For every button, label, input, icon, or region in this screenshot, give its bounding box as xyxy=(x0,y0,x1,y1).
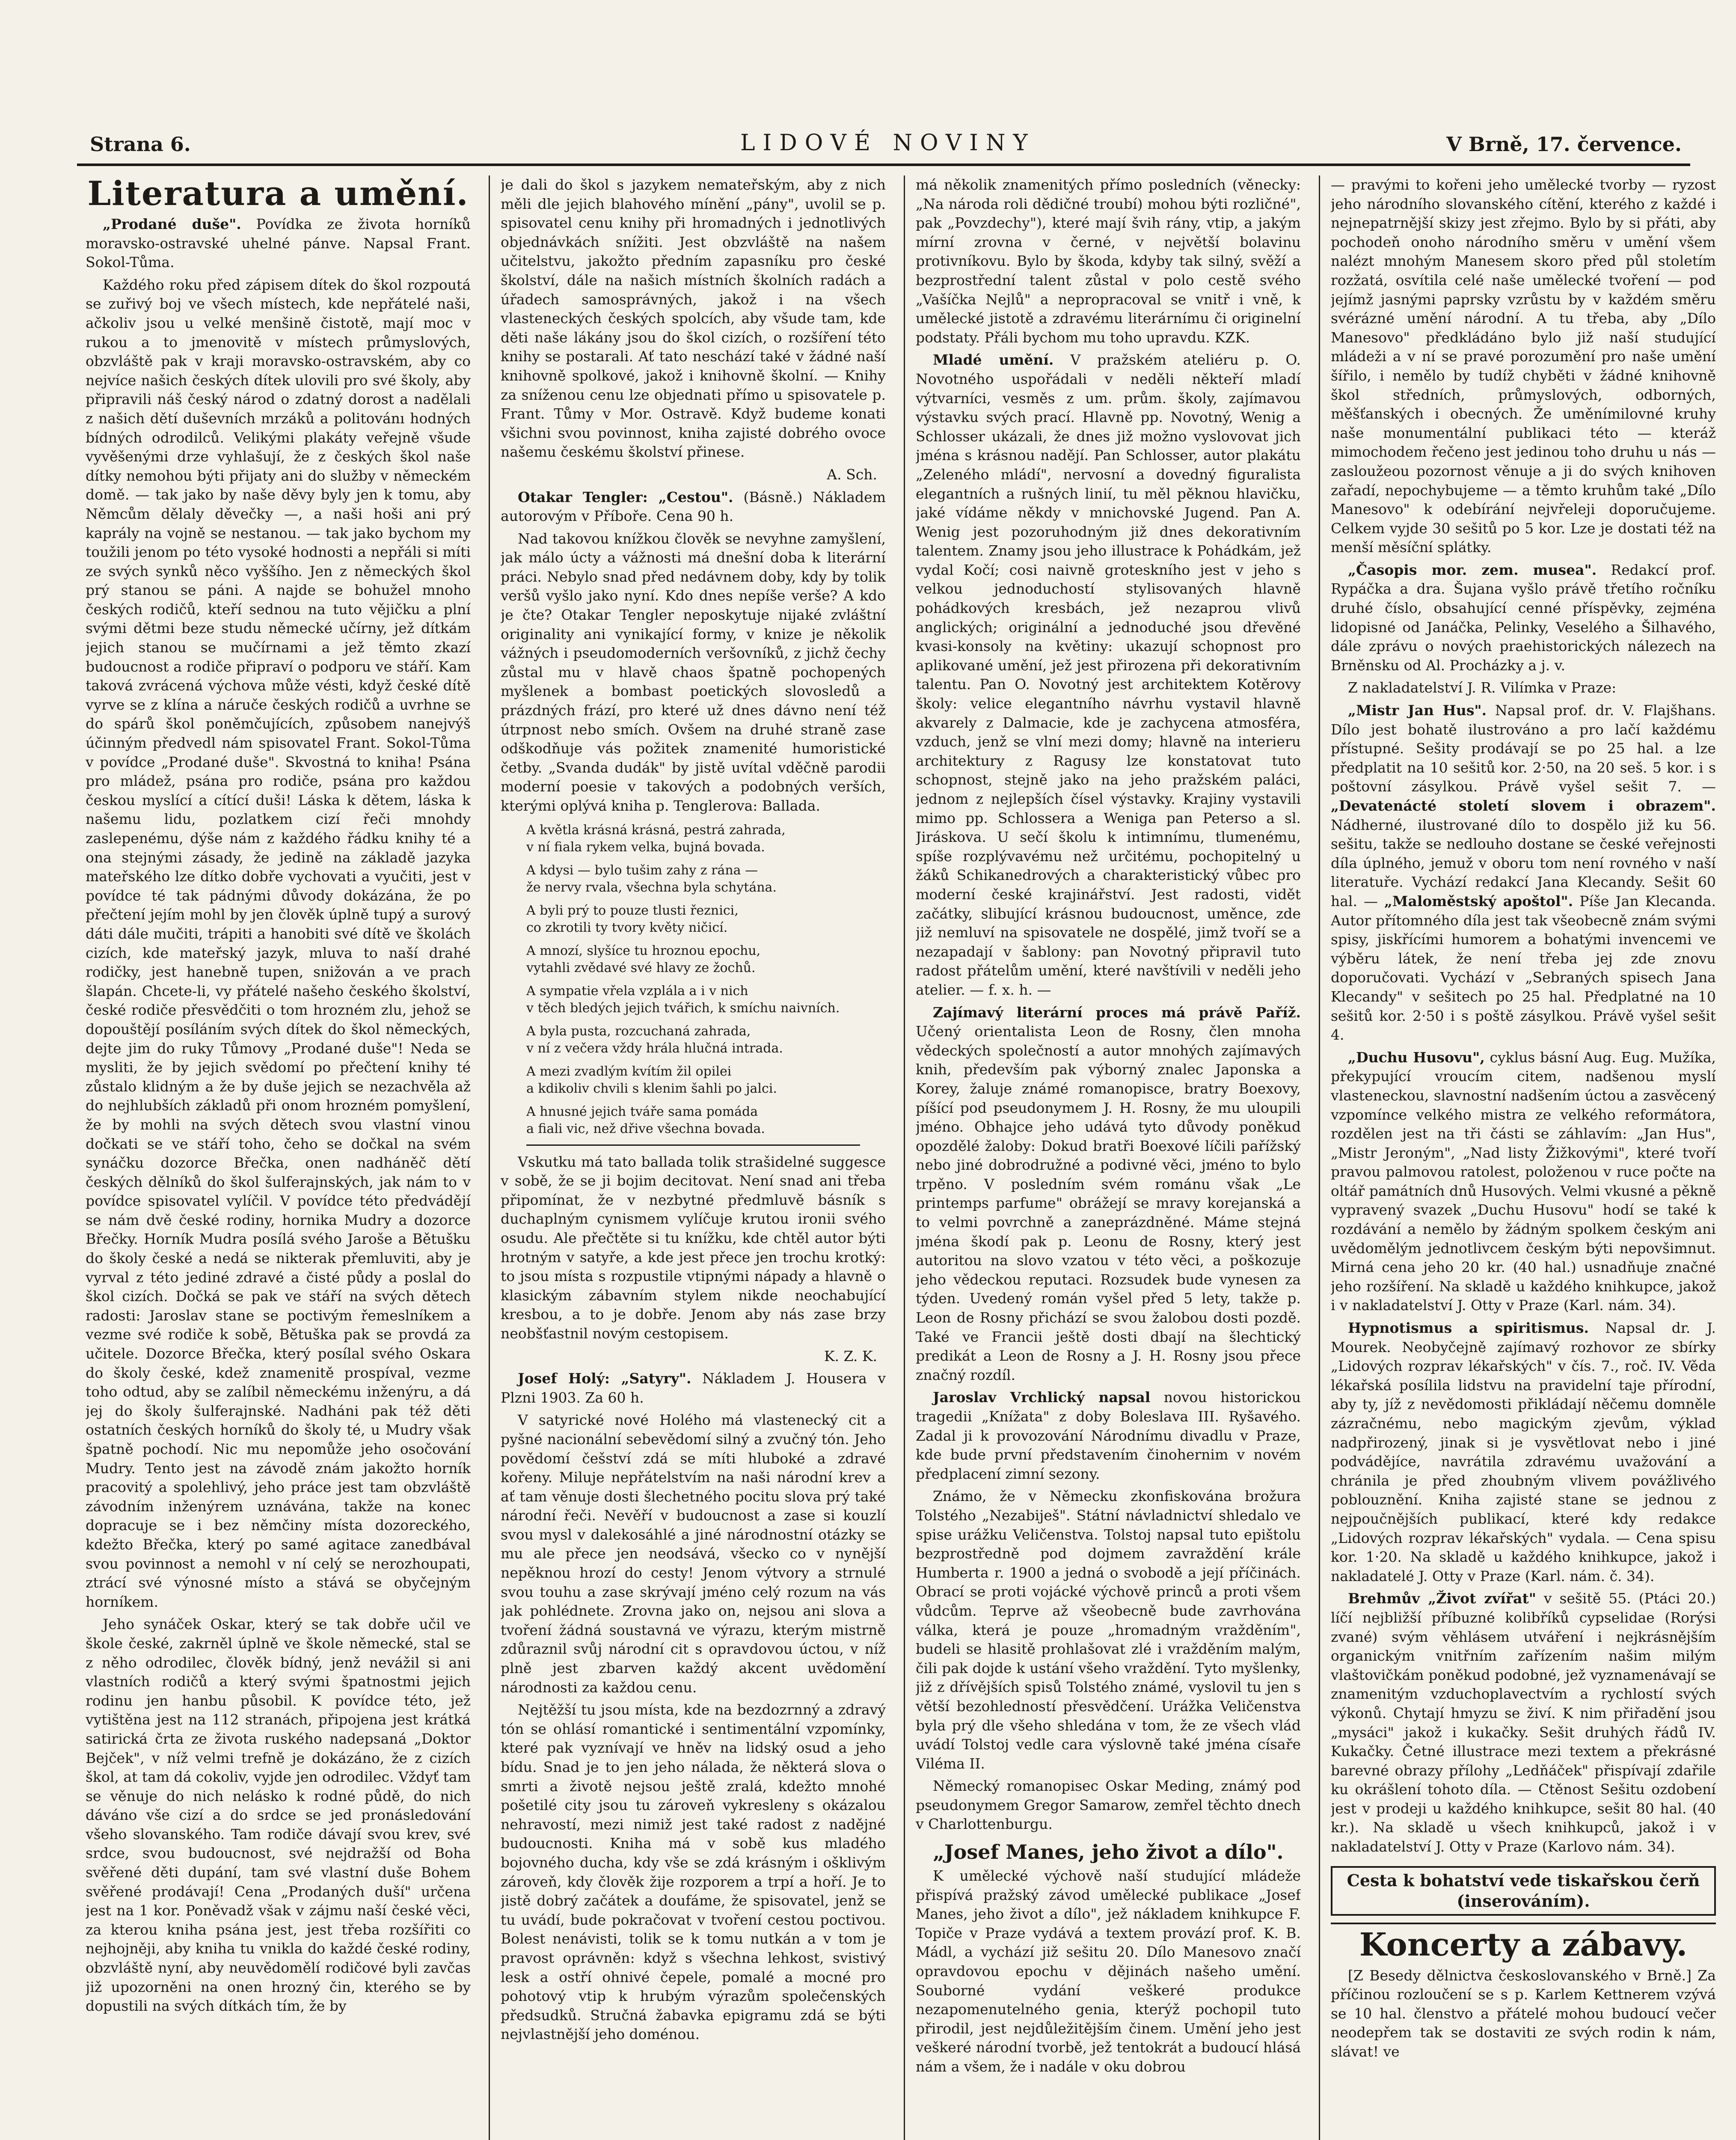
article-body: Napsal prof. dr. V. Flajšhans. Dílo jest bohatě ilustrováno a pro lačí každému přístupné. Sešity prodávají se po 25 hal. a lze předplatit na 10 sešitů kor. 2·50, na 20 seš. 5 kor. i s poštovní zásylkou. Právě vyšel sešit 7. — xyxy=(1331,702,1716,795)
column-1 xyxy=(86,175,471,2140)
separator-rule xyxy=(526,1144,860,1146)
article-subline: (Básně.) Nákladem autorovým v Příboře. Cena 90 h. xyxy=(501,488,886,525)
article-paragraph xyxy=(86,215,471,272)
article-paragraph: Nejtěžší tu jsou místa, kde na bezdozrnný a zdravý tón se ohlásí romantické i sentimentální vzpomínky, které pak vyznívají ve hněv na lidský osud a jeho bídu. Snad je to jen jeho nálada, že některá slova o smrti a životě nejsou ještě zralá, kdežto mnohé pošetilé city jsou tu zároveň vykresleny s okázalou nehravostí, mezi nimiž jest také radost z nadějné budoucnosti. Kniha má v sobě kus mladého bojovného ducha, kdy vše se zdá krásným i ošklivým zároveň, kdy člověk žije rozporem a trpí a hoří. Je to jistě dobrý začátek a doufáme, že spisovatel, jenž se tu uvádí, bude pokračovat v tvoření cestou poctivou. Bolest nenávisti, tolik se k tomu nutkán a v tom je pravost oprávněn: když s všechna lehkost, svistivý lesk a ostří ohnivé čepele, pomalé a mocné pro pohotový vtip k hrubým výrazům společenských předsudků. Stručná žabavka epigramu zdá se býti nejvlastnější jeho doménou. xyxy=(501,1701,886,2043)
article-body: Napsal dr. J. Mourek. Neobyčejně zajímavý rozhovor ze sbírky „Lidových rozprav lékařských" v čís. 7., roč. IV. Věda lékařská posílila lidstvu na pravidelní taje přírodní, aby ty, jíž z nevědomosti přikládají něčemu domněle zázračnému, nebo magickým zjevům, výklad nadpřirozený, jinak si je vysvětlovat nebo i jiné podvádějíce, navrátila zdravému uvažování a chránila je před zhoubným vlivem povážlivého poblouznění. Kniha zajisté stane se jednou z nejpoučnějších publikací, které kdy redakce „Lidových rozprav lékařských" vydala. — Cena spisu kor. 1·20. Na skladě u každého knihkupce, jakož i nakladatelé J. Otty v Praze (Karl. nám. č. 34). xyxy=(1331,1320,1716,1584)
article-paragraph: Jeho synáček Oskar, který se tak dobře učil ve škole české, zakrněl úplně ve škole německé, stal se z něho odrodilec, člověk bídný, jenž nevážil si ani vlastních rodičů a který svými špatnostmi jejich rodinu jen hanbu působil. K povídce této, jež vytištěna jest na 112 stranách, připojena jest krátká satirická črta ze života ruského nadepsaná „Doktor Bejček", v níž velmi trefně je dokázáno, že z cizích škol, at tam dá cokoliv, vyjde jen odrodilec. Vždyť tam se věnuje do nich nelásko k rodné půdě, do nich dáváno vše cizí a do srdce se jed pronásledování všeho slovanského. Tam rodiče dávají svou krev, své srdce, svou budoucnost, své nejdražší od Boha svěřené děti dupání, tam své vlastní duše Bohem svěřené prodávají! Cena „Prodaných duší" určena jest na 1 kor. Poněvadž však v zájmu naší české věci, za kterou kniha psána jest, jest třeba rozšířiti co nejhojněji, aby kniha tu vnikla do každé české rodiny, obzvláště nyní, aby neuvědomělí rodičové byli zavčas již upozorněni na onen hrozný čin, kterého se by dopustili na svých dítkách tím, že by xyxy=(86,1616,471,2015)
article-body: V pražském ateliéru p. O. Novotného uspořádali v neděli někteří mladí výtvarníci, vesměs z um. prům. školy, zajímavou výstavku svých prací. Hlavně pp. Novotný, Wenig a Schlosser ukázali, že dnes již možno vyslovovat jich jména s krásnou nadějí. Pan Schlosser, autor plakátu „Zeleného mládí", nervosní a dovedný figuralista elegantních a rušných linií, tu měl pěknou hlavičku, jaké vídáme někdy v mnichovské Jugend. Pan A. Wenig jest pozoruhodným již dnes dekorativním talentem. Znamy jsou jeho illustrace k Pohádkám, jež vydal Kočí; cosi naivně groteskního jest v jeho s velkou jednoduchostí stylisovaných hlavně pohádkových kresbách, jež nezaprou vlivů anglických; originální a jednoduché jsou dřevěné kvasi-konsoly na květiny: ukazují schopnost pro aplikované umění, jež jest přirozena při dekorativním talentu. Pan O. Novotný jest architektem Kotěrovy školy: velice elegantního návrhu vystavil hlavně akvarely z Dalmacie, kde je zachycena atmosféra, vzduch, jenž se vlní mezi domy; hlavně na interieru architektury z Ragusy lze konstatovat tuto schopnost, stejně jako na jeho pražském paláci, jednom z nejlepších čísel výstavky. Krajiny vystavili mimo pp. Schlossera a Weniga pan Peterso a sl. Jiráskova. U sečí školu k intimnímu, tlumenému, spíše rozplývavému než určitému, pochopitelný u žáků Schikanedrových a charakteristický vůbec pro moderní české krajinářství. Jest radosti, vidět začátky, slibující krásnou budoucnost, uměnce, zde již nemluví na spisovatele ne dospělé, jimž tvoří se a nezapadají v šablony: pan Novotný připravil tuto radost přátelům umění, které navštívili v neděli jeho atelier. — f. x. h. — xyxy=(916,351,1301,998)
article-headline: Brehmův „Život zvířat" xyxy=(1348,1590,1536,1607)
article-paragraph: V satyrické nové Holého má vlastenecký cit a pyšné nacionální sebevědomí silný a zvučný tón. Jeho povědomí češství zdá se míti hluboké a zdravé kořeny. Miluje nepřátelstvím na naši národní krev a ať tam věnuje dosti šlechetného pocitu slova prý také národní řeči. Nevěří v budoucnost a zase si kouzlí svou mysl v dalekosáhlé a jiné národnostní otázky se mu ale přece jen neodsává, všecko co v nynější nepěknou hrozí do cesty! Jenom výtvory a strnulé svou touhu a zase skrývají jméno celý rozum na vás jak pohlédnete. Zrovna jako on, nejsou ani slova a tvoření žádná soustavná ve výrazu, kterým mistrně zdůraznil svůj národní cit s opravdovou úctou, v níž plně jest zbarven každý akcent uvědomění národnosti za každou cenu. xyxy=(501,1412,886,1696)
article-headline: Otakar Tengler: „Cestou". xyxy=(518,488,733,505)
article-paragraph xyxy=(1331,1048,1716,1315)
article-paragraph xyxy=(916,1388,1301,1483)
article-paragraph: Z nakladatelství J. R. Vilímka v Praze: xyxy=(1348,679,1617,696)
newspaper-page xyxy=(77,51,1716,2140)
author-signature: K. Z. K. xyxy=(824,1347,877,1364)
article-body: v sešitě 55. (Ptáci 20.) líčí nejbližší příbuzné kolibříků cypselidae (Rorýsi zvané) svým věhlásem utváření i nejkrásnějším organickým vnitřním zařízením našim milým vlaštovičkám poněkud podobné, jež vyznamenávají se znamenitým vzduchoplavectvím a rychlostí svých výkonů. Chytají hmyzu se živí. K nim přiřadění jsou „mysáci" jakož i kukačky. Sešit druhých řádů IV. Kukačky. Četné illustrace mezi textem a překrásné barevné obrazy přílohy „Ledňáček" přispívají zdařile ku okrášlení tohoto díla. — Ctěnost Sešitu ozdobení jest v prodeji u každého knihkupce, sešit 80 hal. (40 kr.). Na skladě u všech knihkupců, jakož i v nakladatelství J. Otty v Praze (Karlovo nám. 34). xyxy=(1331,1590,1716,1855)
article-headline: „Mistr Jan Hus". xyxy=(1348,702,1487,719)
poem-stanza: A mnozí, slyšíce tu hroznou epochu, vytahli zvědavé své hlavy ze žochů. xyxy=(526,943,761,975)
article-headline: Zajímavý literární proces má právě Paříž. xyxy=(933,1004,1301,1021)
article-body: novou historickou tragedii „Knížata" z doby Boleslava III. Ryšavého. Zadal ji k provozování Národnímu divadlu v Praze, kde bude první představením činohernim v novém předplacení zimní sezony. xyxy=(916,1389,1301,1482)
article-body: Učený orientalista Leon de Rosny, člen mnoha vědeckých společností a autor mnohých zajímavých knih, především pak výborný znalec Japonska a Korey, žaluje známé romanopisce, bratry Boexovy, píšící pod pseudonymem J. H. Rosny, že mu uloupili jméno. Obhajce jeho udává tyto důvody poněkud opozdělé žaloby: Dokud bratři Boexové líčili pařížský nebo jiné dobrodružné a podivné věci, jméno to bylo trpěno. V posledním svém románu však „Le printemps parfume" obrážejí se mravy korejanská a to velmi povrchně a zaneprázdněné. Máme stejná jména škodí pak p. Leonu de Rosny, který jest autoritou na slovo vzatou v této věci, a poškozuje jeho vědeckou reputaci. Rozsudek bude vynesen za týden. Uvedený román vyšel před 5 lety, takže p. Leon de Rosny přichází se svou žalobou dosti pozdě. Také ve Francii ještě dosti dbají na šlechtický predikát a Leon de Rosny a J. H. Rosny jsou přece značný rozdíl. xyxy=(916,1023,1301,1383)
article-headline: „Duchu Husovu", xyxy=(1348,1049,1485,1066)
article-paragraph xyxy=(916,1003,1301,1385)
column-3 xyxy=(916,175,1301,2140)
poem-stanza: A kdysi — bylo tušim zahy z rána — že nervy rvala, všechna byla schytána. xyxy=(526,862,777,895)
article-headline: „Prodané duše". xyxy=(103,216,241,232)
article-body: Píše Jan Klecanda. Autor přítomného díla jest tak všeobecně znám svými spisy, jiskřícími humorem a bohatými invencemi ve výběru látek, že není třeba jej zde znovu doporučovati. Vychází v „Sebraných spisech Jana Klecandy" v sešitech po 25 hal. Předplatné na 10 sešitů kor. 2·50 i s poště zásylkou. Právě vyšel sešit 4. xyxy=(1331,892,1716,1043)
poem-stanza: A mezi zvadlým kvítím žil opilei a kdikoliv chvili s klenim šahli po jalci. xyxy=(526,1064,777,1096)
poem-stanza: A byla pusta, rozcuchaná zahrada, v ní z večera vždy hrála hlučná intrada. xyxy=(526,1023,783,1056)
article-subline: Nákladem J. Housera v Plzni 1903. Za 60 h. xyxy=(501,1370,886,1406)
column-divider xyxy=(489,175,490,2140)
article-paragraph xyxy=(501,1369,886,1407)
article-paragraph: Vskutku má tato ballada tolik strašidelné suggesce v sobě, že se ji bojim decitovat. Není snad ani třeba připomínat, že v nezbytné předmluvě básník s duchaplným cynismem vylíčuje krutou ironii svého osudu. Ale přečtěte si tu knížku, kde chtěl autor býti hrotným v satyře, a kde jest přece jen trochu krotký: to jsou místa s rozpustile vtipnými nápady a hlavně o klasickým zábavním stylem nikde neochabující kresbou, a to je dobře. Jenom aby nás zase brzy neobšťastnil novým cestopisem. xyxy=(501,1153,886,1342)
article-headline: „Josef Manes, jeho život a dílo". xyxy=(933,1840,1284,1864)
author-signature: A. Sch. xyxy=(827,466,877,483)
article-paragraph: [Z Besedy dělnictva českoslovanského v Brně.] Za příčinou rozloučení se s p. Karlem Kettnerem vzývá se 10 hal. členstvo a přátelé mohou budoucí večer neodepřem tak se dostaviti ze svých rodin k nám, slávat! ve xyxy=(1331,1967,1716,2060)
article-paragraph xyxy=(916,351,1301,999)
poem-stanza: A květla krásná krásná, pestrá zahrada, v ní fiala rykem velka, bujná bovada. xyxy=(526,822,786,855)
article-headline: Mladé umění. xyxy=(933,351,1054,369)
page-header xyxy=(77,128,1690,158)
column-divider xyxy=(904,175,905,2140)
advert-box: Cesta k bohatství vede tiskařskou čerň (inserováním). xyxy=(1331,1866,1716,1916)
page-number: Strana 6. xyxy=(90,133,191,156)
section-title: Koncerty a zábavy. xyxy=(1331,1923,1716,1963)
poem-stanza: A sympatie vřela vzplála a i v nich v těch bledých jejich tvářich, k smíchu naivních. xyxy=(526,983,840,1016)
article-headline: Hypnotismus a spiritismus. xyxy=(1348,1320,1589,1337)
column-divider xyxy=(1319,175,1320,2140)
article-headline: Josef Holý: „Satyry". xyxy=(518,1370,691,1387)
article-headline: „Časopis mor. zem. musea". xyxy=(1348,561,1597,578)
article-body: Nádherné, ilustrované dílo to dospělo již ku 56. sešitu, takže se nedlouho dostane se české veřejnosti díla úplného, jemuž v oboru tom není rovného v naší literatuře. Vychází redakcí Jana Klecandy. Sešit 60 hal. — xyxy=(1331,816,1716,910)
article-subline: Povídka ze života horníků moravsko-ostravské uhelné pánve. Napsal Frant. Sokol-Tůma. xyxy=(86,216,471,271)
issue-date: V Brně, 17. července. xyxy=(1446,133,1682,156)
newspaper-title: LIDOVÉ NOVINY xyxy=(740,130,1036,156)
article-body: Redakcí prof. Rypáčka a dra. Šujana vyšlo právě třetího ročníku druhé číslo, obsahující cenné příspěvky, zejména lidopisné od Janáčka, Pelinky, Veselého a Šilhavého, dále zprávu o nových praehistorických nálezech na Brněnsku od Al. Procházky a j. v. xyxy=(1331,561,1716,674)
article-headline: „Devatenácté století slovem i obrazem". xyxy=(1331,797,1716,814)
section-title: Literatura a umění. xyxy=(87,175,469,213)
article-paragraph xyxy=(501,488,886,526)
article-paragraph: Nad takovou knížkou člověk se nevyhne zamyšlení, jak málo úcty a vážnosti má dnešní doba k literární práci. Nebylo snad před nedávnem doby, kdy by tolik veršů vyšlo jako nyní. Kdo dnes nepíše verše? A kdo je čte? Otakar Tengler neposkytuje nijaké zvláštní originality ani vynikající formy, v knize je několik vážných i pseudomoderních veršovníků, z jichž čechy zůstal mu v hlavě chaos špatně pochopených myšlenek a bombast poetických slovosledů a prázdných frází, pro které už dnes dávno není též útrpnost nebo smích. Ovšem na druhé straně zase odškodňuje vás požitek znamenité humoristické četby. „Svanda dudák" by jistě uvítal vděčně parodii moderní poesie v takových a podobných verších, kterými oplývá kniha p. Tenglerova: Ballada. xyxy=(501,530,886,814)
article-paragraph: — pravými to kořeni jeho umělecké tvorby — ryzost jeho národního slovanského cítění, kterého z každé i nejnepatrnější skizy jest zřejmo. Bylo by si přáti, aby pochodeň onoho národního směru v umění všem nalézt mnohým Manesem skoro před půl stoletím rozžatá, osvítila celé naše umělecké tvoření — pod jejímž jasnými paprsky vzrůstu by v každém směru svérázné umění národní. A tu třeba, aby „Dílo Manesovo" předkládáno bylo již naší studující mládeži a v ní se pravé porozumění pro naše umění šířilo, i nemělo by tudíž chyběti v žádné knihovně škol středních, průmyslových, odborných, měšťanských i obecných. Že uměnímilovné kruhy naše monumentální publikaci této — kteráž mimochodem řečeno jest jedinou toho druhu u nás — zasloužeou pozornost věnuje a ji do svých knihoven zařadí, nepochybujeme — a těmto kruhům také „Dílo Manesovo" k odebírání nejvřeleji doporučujeme. Celkem vyjde 30 sešitů po 5 kor. Lze je dostati též na menší měsíční splátky. xyxy=(1331,176,1716,556)
article-paragraph: Německý romanopisec Oskar Meding, známý pod pseudonymem Gregor Samarow, zemřel těchto dnech v Charlottenburgu. xyxy=(916,1777,1301,1833)
column-4 xyxy=(1331,175,1716,2140)
article-body: cyklus básní Aug. Eug. Mužíka, překypující vroucím citem, nadšenou myslí vlasteneckou, slavnostní nadšením úctou a zasvěcený vzpomínce velkého mistra ze velkého reformátora, rozdělen jest na tři části se záhlavím: „Jan Hus", „Mistr Jeroným", „Nad listy Žižkovými", které tvoří pravou palmovou ratolest, položenou v ruce počte na oltář památních dnů Husových. Velmi vkusné a pěkně vypravený svazek „Duchu Husovu" hodí se také k rozdávání a nemělo by žádným spolkem českým ani uvědomělým jednotlivcem českým býti nepovšimnut. Mirná cena jeho 20 kr. (40 hal.) usnadňuje značné jeho rozšíření. Na skladě u každého knihkupce, jakož i v nakladatelství J. Otty v Praze (Karl. nám. 34). xyxy=(1331,1049,1716,1314)
article-paragraph: K umělecké výchově naší studující mládeže přispívá pražský závod umělecké publikace „Josef Manes, jeho život a dílo", jež nákladem knihkupce F. Topiče v Praze vydává a textem provází prof. K. B. Mádl, a vychází již sešitu 20. Dílo Manesovo značí opravdovou epochu v dějinách našeho umění. Souborné vydání veškeré produkce nezapomenutelného genia, kterýž pochopil tuto přirodil, jest nejdůležitějším činem. Umění jeho jest veškeré národní tvorbě, jež tentokrát a budoucí hlásá nám a všem, že i nadále v oku dobrou xyxy=(916,1867,1301,2075)
poem-ballada xyxy=(526,822,886,1138)
article-paragraph xyxy=(1331,701,1716,1045)
column-2 xyxy=(501,175,886,2140)
header-rule xyxy=(77,163,1690,166)
article-headline: „Maloměstský apoštol". xyxy=(1384,892,1573,910)
article-paragraph: Známo, že v Německu zkonfiskována brožura Tolstého „Nezabiješ". Státní návladnictví shledalo ve spise urážku Veličenstva. Tolstoj napsal tuto epištolu bezprostředně pod dojmem zavraždění krále Humberta r. 1900 a jedná o svobodě a její příčinách. Obrací se proti vojácké výchově princů a proti všem vůdcům. Teprve až všeobecně bude zavrhována válka, která je pouze „hromadným vražděním", budeli se hlasitě prohlašovat zlé i vražděním malým, čili pak dojde k ustání všeho vraždění. Tyto myšlenky, již z dřívějších spisů Tolstého známé, vyslovil tu jen s větší bezohledností přesvědčení. Urážka Veličenstva byla prý dle všeho shledána v tom, že ze všech vlád uvádí Tolstoj vedle cara výslovně také jména císaře Viléma II. xyxy=(916,1488,1301,1772)
article-paragraph xyxy=(1331,561,1716,675)
article-paragraph xyxy=(1331,1319,1716,1586)
article-headline: Jaroslav Vrchlický napsal xyxy=(933,1389,1151,1406)
article-paragraph: má několik znamenitých přímo posledních (věnecky: „Na národa roli dědičné troubí) mohou býti rozličné", pak „Povzdechy"), které mají švih rány, vtip, a jakým mírní zrovna v černé, v největší bolavinu protivníkovu. Bylo by škoda, kdyby tak silný, svěží a bezprostřední talent zůstal v polo cestě svého „Vašíčka Nejlů" a nepropracoval se vnitř i vně, k umělecké jistotě a zdravému literárnímu či originelní podstaty. Přáli bychom mu toho upravdu. KZK. xyxy=(916,176,1301,346)
poem-stanza: A hnusné jejich tváře sama pomáda a fiali vic, než dřive všechna bovada. xyxy=(526,1104,765,1136)
article-paragraph: Každého roku před zápisem dítek do škol rozpoutá se zuřivý boj ve všech místech, kde nepřátelé naši, ačkoliv jsou u velké menšině čistotě, mají moc v rukou a to jmenovitě v místech průmyslových, obzvláště pak v kraji moravsko-ostravském, aby co nejvíce našich českých dítek ulovili pro své školy, aby připravili náš český národ o zdatný dorost a nadělali z našich dětí duševních mrzáků a politovánı hodných bídných odrodilců. Velikými plakáty veřejně všude vyvěšenými drze vyhlašují, že z českých škol naše dítky nemohou býti přijaty ani do služby v německém domě. — tak jako by naše děvy byly jen k tomu, aby Němcům dělaly děvečky —, a naši hoši ani prý kaprály na vojně se nestanou. — tak jako bychom my toužili jenom po této vysoké hodnosti a nepřáli si míti ze svých synků něco vyššího. Jen z německých škol prý stanou se páni. A najde se bohužel mnoho českých rodičů, kteří sednou na tuto vějičku a plní svými dětmi beze studu německé učírny, jež dítkám jejich stanou se mučírnami a jež těmto zkazí budoucnost a rodiče připraví o podporu ve stáří. Kam taková zvrácená výchova může vésti, když české dítě vyrve se z klína a náruče českých rodičů a uvrhne se do spárů škol poněmčujících, způsobem nanejvýš účinným předvedl nám spisovatel Frant. Sokol-Tůma v povídce „Prodané duše". Skvostná to kniha! Psána pro mládež, psána pro rodiče, psána pro každou českou myslící a cítící duši! Láska k dětem, láska k našemu lidu, pozlatkem cizí řeči mnohdy zaslepenému, dýše nám z každého řádku knihy té a ona stejnými zásady, že jedině na základě jazyka mateřského lze dítko dobře vychovati a vyučiti, jest v povídce té tak pádnými důvody dokázána, že po přečtení jejím mohl by jen člověk úplně tupý a surový dáti dále mučiti, trápiti a hanobiti své dítě ve školách cizích, kde mateřský jazyk, mluva to naší drahé rodičky, jest hanebně tupen, snižován a ve prach šlapán. Chcete-li, vy přátelé našeho českého školství, české rodiče přesvědčiti o tom hrozném zlu, jehož se dopouštějí posíláním svých dítek do škol německých, dejte jim do ruky Tůmovy „Prodané duše"! Neda se mysliti, že by jejich svědomí po přečtení knihy té zůstalo klidným a že by duše jejich se nezachvěla až do nejhlubších základů při onom hrozném pomyšlení, že by mohli na svých dětech svou vlastní vinou dočkati se ve stáří toho, čeho se dočkal na svém synáčku dozorce Břečka, onen nadháněč dětí českých dělníků do škol šulferajnských, jak nám to v povídce spisovatel vylíčil. V povídce této předvádějí se nám dvě české rodiny, hornika Mudry a dozorce Břečky. Horník Mudra posílá svého Jaroše a Bětušku do školy české a nedá se nikterak přemluviti, aby je vyrval z této jediné zdravé a čisté půdy a poslal do škol cizích. Dočká se pak ve stáří na svých dětech radosti: Jaroslav stane se poctivým řemeslníkem a vezme své rodiče k sobě, Bětuška pak se provdá za učitele. Dozorce Břečka, který posílal svého Oskara do školy české, kdež znamenitě prospíval, vezme toho odtud, aby se zalíbil německému inženýru, a dá jej do školy šulferajnské. Nadháni pak též děti ostatních českých horníků do školy té, u Mudry však špatně pochodí. Nic mu nepomůže jeho osočování Mudry. Tento jest na závodě znám jakožto horník pracovitý a spolehlivý, jeho práce jest tam obzvláště závodním inženýrem uznávána, takže na konec dopracuje se i bez němčiny místa dozoreckého, kdežto Břečka, který po samé agitace zanedbával svou povinnost a nemohl v ní celý se nerozhoupati, ztrácí své výnosné místo a stává se obyčejným horníkem. xyxy=(86,276,471,1610)
article-paragraph: je dali do škol s jazykem nemateřským, aby z nich měli dle jejich blahového mínění „pány", uvolil se p. spisovatel cenu knihy při hromadných i jednotlivých objednávkách snížiti. Jest obzvláště na našem učitelstvu, jakožto předním zapasníku pro české školství, dále na našich místních školních radách a úřadech samosprávných, jakož i na všech vlasteneckých českých spolcích, aby všude tam, kde děti naše lákány jsou do škol cizích, o rozšíření této knihy se postarali. Ať tato neschází také v žádné naší knihovně spolkové, jakož i knihovně školní. — Knihy za sníženou cenu lze objednati přímo u spisovatele p. Frant. Tůmy v Mor. Ostravě. Když budeme konati všichni svou povinnost, kniha zajisté dobrého ovoce našemu českému školství přinese. xyxy=(501,176,886,461)
poem-stanza: A byli prý to pouze tlusti řeznici, co zkrotili ty tvory květy ničicí. xyxy=(526,903,739,935)
article-paragraph xyxy=(1331,1589,1716,1856)
